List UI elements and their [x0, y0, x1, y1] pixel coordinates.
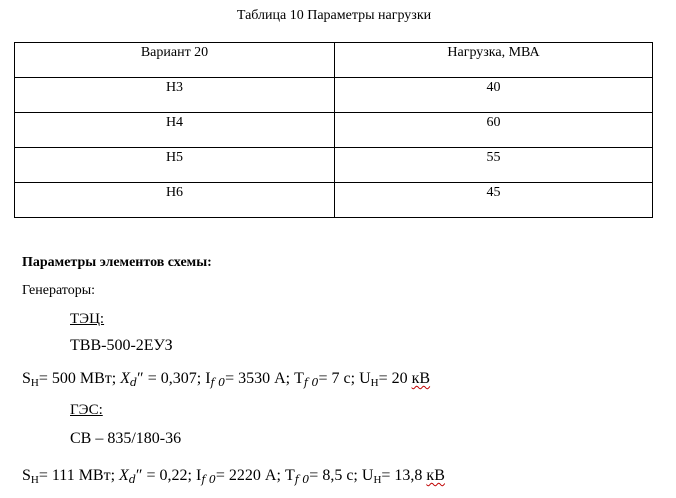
cell-load: 45 [335, 183, 653, 218]
generator-params-tec: $S_Н= 500$ МВт; Xd″ = 0,307; If 0= 3530 А; Tf 0= 7 с; $U_Н= 20$ кВ [22, 370, 431, 389]
generator-model-ges: СВ – 835/180-36 [70, 430, 182, 447]
cell-load: 60 [335, 113, 653, 148]
cell-variant: Н5 [15, 148, 335, 183]
header-variant: Вариант 20 [15, 43, 335, 78]
station-name-ges: ГЭС: [70, 402, 103, 418]
section-heading: Параметры элементов схемы: [22, 255, 212, 270]
table-row [15, 148, 653, 183]
table-header-row [15, 43, 653, 78]
table-row [15, 183, 653, 218]
generator-model-tec: ТВВ-500-2ЕУЗ [70, 337, 173, 354]
station-name-tec: ТЭЦ: [70, 311, 105, 327]
cell-variant: Н4 [15, 113, 335, 148]
generator-params-ges: $S_Н= 111$ МВт; Xd″ = 0,22; If 0= 2220 А; Tf 0= 8,5 с; $U_Н= 13,8$ кВ [22, 467, 445, 486]
cell-variant: Н6 [15, 183, 335, 218]
table-row [15, 113, 653, 148]
load-parameters-table [14, 42, 653, 218]
table-caption: Таблица 10 Параметры нагрузки [236, 8, 432, 23]
cell-load: 40 [335, 78, 653, 113]
cell-load: 55 [335, 148, 653, 183]
generators-label: Генераторы: [22, 283, 96, 298]
table-row [15, 78, 653, 113]
header-load: Нагрузка, МВА [335, 43, 653, 78]
cell-variant: Н3 [15, 78, 335, 113]
